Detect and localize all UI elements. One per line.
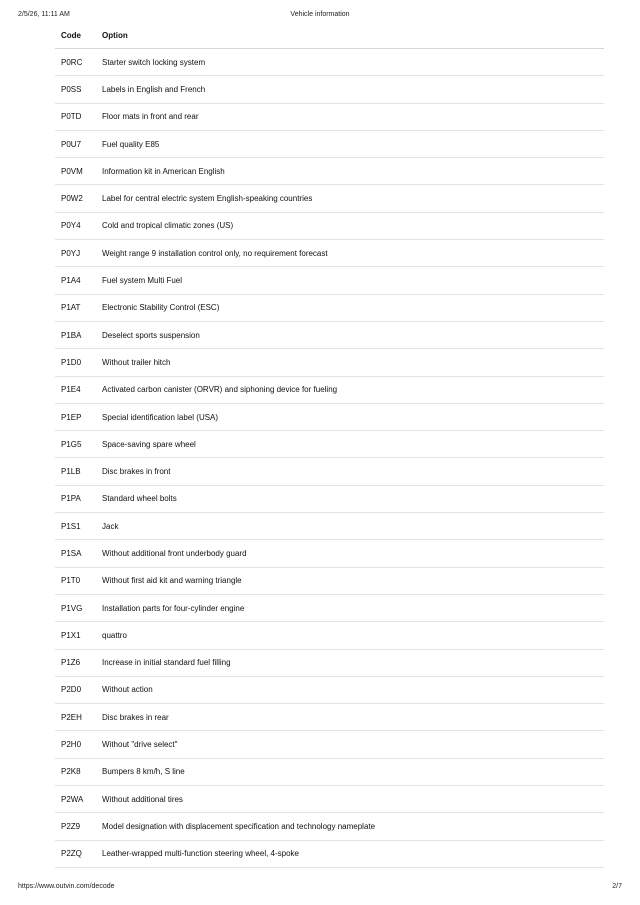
table-row: [55, 76, 604, 103]
option-code: P2H0: [55, 731, 96, 758]
table-row: [55, 267, 604, 294]
print-footer: [18, 883, 622, 893]
option-description: Increase in initial standard fuel filling: [96, 649, 604, 676]
option-description: Fuel quality E85: [96, 130, 604, 157]
option-description: quattro: [96, 622, 604, 649]
option-description: Without additional tires: [96, 786, 604, 813]
option-description: Activated carbon canister (ORVR) and siphoning device for fueling: [96, 376, 604, 403]
option-description: Disc brakes in front: [96, 458, 604, 485]
table-row: [55, 813, 604, 840]
option-code: P0U7: [55, 130, 96, 157]
table-row: [55, 376, 604, 403]
table-row: [55, 294, 604, 321]
vehicle-options-table: [55, 22, 604, 868]
option-code: P2WA: [55, 786, 96, 813]
table-row: [55, 103, 604, 130]
option-description: Floor mats in front and rear: [96, 103, 604, 130]
option-description: Label for central electric system English-speaking countries: [96, 185, 604, 212]
option-description: Cold and tropical climatic zones (US): [96, 212, 604, 239]
option-code: P2EH: [55, 704, 96, 731]
option-description: Leather-wrapped multi-function steering wheel, 4-spoke: [96, 840, 604, 867]
table-row: [55, 513, 604, 540]
table-row: [55, 212, 604, 239]
option-description: Labels in English and French: [96, 76, 604, 103]
option-description: Without trailer hitch: [96, 349, 604, 376]
table-row: [55, 485, 604, 512]
option-description: Special identification label (USA): [96, 403, 604, 430]
option-code: P1G5: [55, 431, 96, 458]
print-datetime: 2/5/26, 11:11 AM: [18, 11, 70, 18]
option-code: P0VM: [55, 158, 96, 185]
option-code: P2Z9: [55, 813, 96, 840]
option-code: P0TD: [55, 103, 96, 130]
table-row: [55, 594, 604, 621]
option-code: P0Y4: [55, 212, 96, 239]
table-row: [55, 731, 604, 758]
table-row: [55, 185, 604, 212]
table-row: [55, 321, 604, 348]
option-code: P1X1: [55, 622, 96, 649]
table-row: [55, 158, 604, 185]
print-header: [18, 11, 622, 21]
option-code: P1BA: [55, 321, 96, 348]
table-row: [55, 649, 604, 676]
option-code: P1SA: [55, 540, 96, 567]
option-description: Without first aid kit and warning triangle: [96, 567, 604, 594]
table-row: [55, 622, 604, 649]
table-row: [55, 758, 604, 785]
option-code: P2K8: [55, 758, 96, 785]
table-row: [55, 840, 604, 867]
option-description: Space-saving spare wheel: [96, 431, 604, 458]
option-description: Installation parts for four-cylinder engine: [96, 594, 604, 621]
option-description: Information kit in American English: [96, 158, 604, 185]
option-code: P0SS: [55, 76, 96, 103]
option-code: P0RC: [55, 49, 96, 76]
table-row: [55, 676, 604, 703]
table-row: [55, 403, 604, 430]
option-code: P1AT: [55, 294, 96, 321]
option-code: P1Z6: [55, 649, 96, 676]
option-code: P1LB: [55, 458, 96, 485]
column-header-code: Code: [55, 22, 96, 49]
option-description: Fuel system Multi Fuel: [96, 267, 604, 294]
option-code: P1A4: [55, 267, 96, 294]
table-row: [55, 567, 604, 594]
option-code: P1VG: [55, 594, 96, 621]
option-description: Without "drive select": [96, 731, 604, 758]
table-row: [55, 786, 604, 813]
option-description: Without additional front underbody guard: [96, 540, 604, 567]
column-header-option: Option: [96, 22, 604, 49]
option-code: P1D0: [55, 349, 96, 376]
option-description: Weight range 9 installation control only, no requirement forecast: [96, 240, 604, 267]
option-code: P1T0: [55, 567, 96, 594]
option-description: Bumpers 8 km/h, S line: [96, 758, 604, 785]
table-row: [55, 458, 604, 485]
option-description: Model designation with displacement specification and technology nameplate: [96, 813, 604, 840]
option-description: Standard wheel bolts: [96, 485, 604, 512]
option-description: Starter switch locking system: [96, 49, 604, 76]
option-code: P1E4: [55, 376, 96, 403]
option-description: Without action: [96, 676, 604, 703]
option-code: P1EP: [55, 403, 96, 430]
option-description: Deselect sports suspension: [96, 321, 604, 348]
option-description: Electronic Stability Control (ESC): [96, 294, 604, 321]
table-row: [55, 540, 604, 567]
source-url: https://www.outvin.com/decode: [18, 883, 115, 890]
table-row: [55, 240, 604, 267]
option-code: P2ZQ: [55, 840, 96, 867]
table-row: [55, 349, 604, 376]
option-code: P1PA: [55, 485, 96, 512]
table-row: [55, 431, 604, 458]
option-code: P0YJ: [55, 240, 96, 267]
table-row: [55, 704, 604, 731]
page-number: 2/7: [612, 883, 622, 890]
option-description: Disc brakes in rear: [96, 704, 604, 731]
option-description: Jack: [96, 513, 604, 540]
option-code: P2D0: [55, 676, 96, 703]
table-row: [55, 49, 604, 76]
table-header-row: [55, 22, 604, 49]
document-title: Vehicle information: [290, 11, 350, 18]
option-code: P1S1: [55, 513, 96, 540]
table-row: [55, 130, 604, 157]
option-code: P0W2: [55, 185, 96, 212]
